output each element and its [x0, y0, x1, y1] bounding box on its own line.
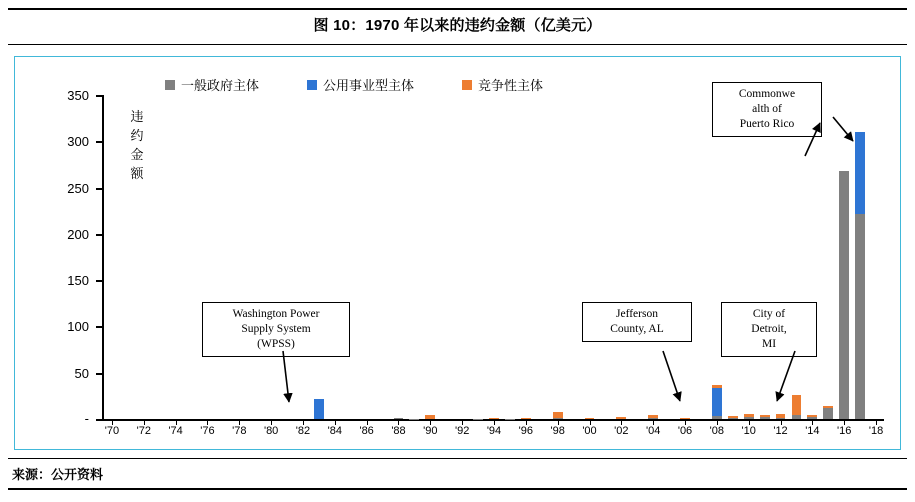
- bar-column: [728, 95, 738, 419]
- y-tick-mark-200: [96, 234, 102, 236]
- callout-detroit-line3: MI: [761, 338, 777, 350]
- y-tick-mark-300: [96, 141, 102, 143]
- callout-wpss: [202, 302, 350, 357]
- x-tick-mark: [621, 421, 622, 425]
- legend-label-utility: 公用事业型主体: [323, 78, 415, 93]
- bar-column: [457, 95, 467, 419]
- bar-segment: [648, 418, 658, 419]
- callout-jefferson-line1: Jefferson: [616, 308, 658, 320]
- bar-column: [792, 95, 802, 419]
- x-tick-label: '08: [709, 425, 725, 437]
- bar-segment: [855, 132, 865, 213]
- bar-column: [298, 95, 308, 419]
- callout-jefferson: [582, 302, 692, 342]
- title-rule-bottom: [8, 44, 907, 45]
- y-tick-mark-350: [96, 95, 102, 97]
- bar-column: [218, 95, 228, 419]
- x-tick-mark: [590, 421, 591, 425]
- chart-panel: [14, 56, 901, 450]
- bar-segment: [823, 406, 833, 408]
- bar-segment: [855, 214, 865, 420]
- callout-detroit-line1: City of: [752, 308, 786, 320]
- bar-column: [839, 95, 849, 419]
- x-tick-label: '96: [518, 425, 533, 437]
- y-axis-title: 违约金额: [130, 109, 144, 181]
- x-tick-mark: [876, 421, 877, 425]
- x-tick-label: '10: [741, 425, 756, 437]
- bar-column: [409, 95, 419, 419]
- x-tick-mark: [749, 421, 750, 425]
- bar-segment: [728, 418, 738, 419]
- bar-column: [776, 95, 786, 419]
- bar-column: [346, 95, 356, 419]
- bar-segment: [760, 417, 770, 419]
- source-rule-top: [8, 458, 907, 459]
- bar-segment: [712, 385, 722, 389]
- x-tick-label: '70: [104, 425, 120, 437]
- bar-segment: [648, 415, 658, 418]
- x-tick-label: '14: [805, 425, 820, 437]
- x-tick-mark: [239, 421, 240, 425]
- bar-segment: [712, 388, 722, 416]
- x-tick-mark: [558, 421, 559, 425]
- bar-column: [537, 95, 547, 419]
- x-tick-mark: [367, 421, 368, 425]
- bar-segment: [807, 417, 817, 419]
- bar-column: [521, 95, 531, 419]
- x-tick-label: '92: [454, 425, 470, 437]
- callout-detroit-line2: Detroit,: [751, 323, 787, 335]
- x-tick-mark: [144, 421, 145, 425]
- bar-column: [155, 95, 165, 419]
- callout-wpss-line1: Washington Power: [232, 308, 320, 320]
- x-tick-mark: [653, 421, 654, 425]
- x-tick-label: '16: [837, 425, 852, 437]
- bar-column: [823, 95, 833, 419]
- bar-segment: [744, 414, 754, 417]
- x-tick-label: '80: [263, 425, 279, 437]
- x-tick-mark: [844, 421, 845, 425]
- bar-segment: [394, 418, 404, 419]
- callout-detroit: [721, 302, 817, 357]
- bar-column: [473, 95, 483, 419]
- legend-label-competitive: 竞争性主体: [478, 78, 544, 93]
- bar-column: [362, 95, 372, 419]
- x-tick-label: '74: [168, 425, 183, 437]
- bar-column: [600, 95, 610, 419]
- bar-column: [648, 95, 658, 419]
- x-tick-mark: [685, 421, 686, 425]
- y-tick-label-350: 350: [67, 88, 89, 103]
- legend-label-general-government: 一般政府主体: [181, 78, 260, 93]
- bar-segment: [680, 418, 690, 419]
- bar-segment: [585, 418, 595, 419]
- bar-column: [266, 95, 276, 419]
- bar-column: [441, 95, 451, 419]
- bar-segment: [807, 415, 817, 417]
- bar-column: [664, 95, 674, 419]
- x-tick-mark: [430, 421, 431, 425]
- y-tick-label-250: 250: [67, 181, 89, 196]
- callout-puerto-rico-line2: alth of: [752, 103, 782, 115]
- bar-segment: [760, 415, 770, 417]
- bar-column: [107, 95, 117, 419]
- x-tick-label: '06: [677, 425, 693, 437]
- y-tick-mark-100: [96, 326, 102, 328]
- x-tick-mark: [176, 421, 177, 425]
- bar-segment: [712, 416, 722, 419]
- callout-puerto-rico-line3: Puerto Rico: [739, 118, 795, 130]
- x-tick-label: '94: [486, 425, 502, 437]
- callout-jefferson-line2: County, AL: [610, 323, 664, 335]
- bar-column: [171, 95, 181, 419]
- x-tick-label: '78: [232, 425, 247, 437]
- bar-column: [632, 95, 642, 419]
- plot-area: [15, 57, 900, 449]
- bar-segment: [823, 408, 833, 419]
- bar-column: [871, 95, 881, 419]
- bar-column: [314, 95, 324, 419]
- y-tick-mark-150: [96, 280, 102, 282]
- y-tick-label-150: 150: [67, 273, 89, 288]
- bar-column: [123, 95, 133, 419]
- bar-column: [234, 95, 244, 419]
- callout-puerto-rico: [712, 82, 822, 137]
- source-note: 来源：公开资料: [12, 467, 104, 482]
- bar-column: [760, 95, 770, 419]
- bar-segment: [792, 415, 802, 419]
- bar-column: [139, 95, 149, 419]
- bar-segment: [521, 418, 531, 419]
- callout-wpss-line3: (WPSS): [257, 338, 295, 350]
- x-tick-mark: [271, 421, 272, 425]
- callout-wpss-line2: Supply System: [241, 323, 311, 335]
- bar-segment: [744, 417, 754, 419]
- x-tick-mark: [335, 421, 336, 425]
- bar-column: [585, 95, 595, 419]
- bar-column: [187, 95, 197, 419]
- x-tick-label: '76: [200, 425, 215, 437]
- bar-segment: [776, 414, 786, 418]
- bar-segment: [553, 412, 563, 418]
- bar-column: [505, 95, 515, 419]
- page-title: 图 10：1970 年以来的违约金额（亿美元）: [313, 17, 602, 34]
- x-tick-mark: [812, 421, 813, 425]
- bar-column: [378, 95, 388, 419]
- x-tick-label: '18: [868, 425, 884, 437]
- x-tick-mark: [494, 421, 495, 425]
- bar-segment: [839, 171, 849, 419]
- bar-column: [250, 95, 260, 419]
- y-tick-label-100: 100: [67, 319, 89, 334]
- bar-segment: [425, 415, 435, 419]
- bar-segment: [616, 417, 626, 419]
- x-tick-mark: [526, 421, 527, 425]
- title-rule-top: [8, 8, 907, 10]
- bar-column: [425, 95, 435, 419]
- x-tick-label: '00: [582, 425, 597, 437]
- y-tick-label-300: 300: [67, 134, 89, 149]
- x-tick-label: '02: [614, 425, 629, 437]
- x-tick-label: '72: [136, 425, 151, 437]
- bar-segment: [553, 418, 563, 419]
- bar-column: [394, 95, 404, 419]
- bar-column: [569, 95, 579, 419]
- x-tick-label: '90: [423, 425, 438, 437]
- bar-column: [616, 95, 626, 419]
- bar-column: [489, 95, 499, 419]
- x-tick-label: '04: [646, 425, 661, 437]
- x-tick-label: '82: [295, 425, 311, 437]
- bar-segment: [776, 418, 786, 419]
- y-tick-label-zero: -: [84, 411, 89, 426]
- bar-segment: [728, 416, 738, 418]
- x-tick-mark: [112, 421, 113, 425]
- bar-column: [330, 95, 340, 419]
- y-tick-label-50: 50: [74, 366, 89, 381]
- bars-layer: [104, 95, 884, 419]
- bar-column: [696, 95, 706, 419]
- x-tick-mark: [781, 421, 782, 425]
- y-tick-mark-50: [96, 373, 102, 375]
- y-tick-label-200: 200: [67, 227, 89, 242]
- x-tick-mark: [303, 421, 304, 425]
- bar-segment: [792, 395, 802, 415]
- x-tick-mark: [207, 421, 208, 425]
- bar-column: [553, 95, 563, 419]
- bar-column: [712, 95, 722, 419]
- x-tick-label: '84: [327, 425, 342, 437]
- bar-segment: [489, 418, 499, 419]
- bar-column: [680, 95, 690, 419]
- y-tick-mark-250: [96, 188, 102, 190]
- y-tick-mark-zero: [96, 419, 102, 421]
- x-tick-mark: [398, 421, 399, 425]
- bar-column: [807, 95, 817, 419]
- x-tick-label: '98: [550, 425, 565, 437]
- bar-segment: [314, 399, 324, 419]
- bar-column: [282, 95, 292, 419]
- bar-column: [855, 95, 865, 419]
- x-tick-label: '12: [773, 425, 788, 437]
- bar-column: [744, 95, 754, 419]
- x-tick-label: '86: [359, 425, 374, 437]
- x-tick-mark: [717, 421, 718, 425]
- x-tick-mark: [462, 421, 463, 425]
- source-rule-bottom: [8, 488, 907, 490]
- x-tick-label: '88: [391, 425, 406, 437]
- callout-puerto-rico-line1: Commonwe: [738, 88, 796, 100]
- x-axis-line: [102, 419, 884, 421]
- bar-column: [203, 95, 213, 419]
